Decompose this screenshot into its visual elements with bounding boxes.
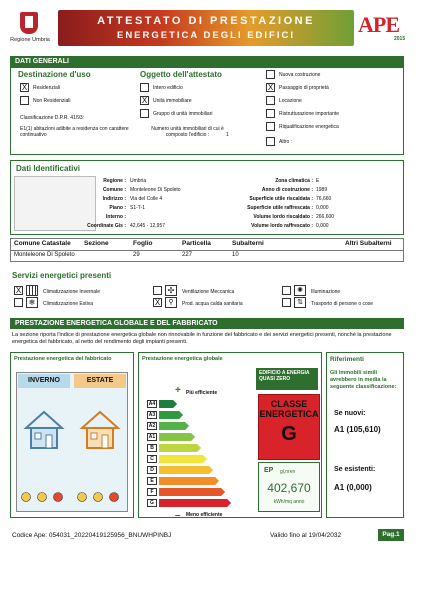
energy-class-bar-e [159,477,215,485]
locazione-label: Locazione [279,98,302,104]
clim-invernale-checkbox[interactable]: X [15,286,22,295]
riferimenti-text: Gli immobili simili avrebbero in media la seguente classificazione: [330,370,397,390]
numero-unita-value: 1 [226,132,229,138]
energy-class-bar-c [159,455,203,463]
non-residenziali-label: Non Residenziali [33,98,71,104]
ep-label: EP [264,467,274,474]
inverno-label: INVERNO [18,374,70,388]
ape-logo-text: APE [358,12,399,37]
nuova-costruzione-label: Nuova costruzione [279,72,321,78]
page-title-line2: ENERGETICA DEGLI EDIFICI [116,30,296,41]
energy-class-label-g: G [147,499,157,507]
vol-raff-label: Volume lordo raffrescato : [251,223,313,229]
prestazione-intro: La sezione riporta l'indice di prestazione energetica globale non rinnovabile in funzione del fabbricato e dei servizi energetici presenti, nonché la prestazione energetica del fabbricato, al netto del rendimento degli impianti presenti. [12,332,392,345]
catasto-header-comune: Comune Catastale [14,240,71,247]
altro-label: Altro : [279,139,293,145]
fan-icon: ✣ [165,285,177,296]
piano-label: Piano : [109,205,126,211]
anno-value: 1989 [316,187,328,193]
region-logo [6,10,54,48]
piano-value: S1-T-1 [130,205,146,211]
sup-raff-value: 0,000 [316,205,329,211]
gruppo-unita-label: Gruppo di unità immobiliari [153,111,213,117]
ape-logo-year: 2015 [394,36,406,42]
indirizzo-label: Indirizzo : [102,196,126,202]
trasporto-checkbox[interactable] [282,298,291,307]
clim-estiva-label: Climatizzazione Estiva [43,301,94,307]
ep-sub: gl,nren [280,469,296,475]
energy-class-bar-a4 [159,400,173,408]
ristrutturazione-checkbox[interactable] [266,109,275,118]
energy-class-label-a2: A2 [148,423,156,429]
radiator-icon [26,285,38,296]
indirizzo-value: Via del Colle 4 [130,196,163,202]
page-title-line1: ATTESTATO DI PRESTAZIONE [97,15,315,27]
clim-estiva-checkbox[interactable] [14,298,23,307]
comune-label: Comune : [102,187,126,193]
bulb-icon: ✺ [294,285,306,296]
energy-class-bar-a1 [159,433,191,441]
ventilazione-checkbox[interactable] [153,286,162,295]
dati-generali-bar: DATI GENERALI [10,56,404,67]
coordinate-label: Coordinate Gis : [87,223,126,229]
energy-class-bar-a2 [159,422,185,430]
unita-immobiliare-label: Unità immobiliare [153,98,192,104]
riferimenti-title: Riferimenti [330,356,364,363]
zona-label: Zona climatica : [275,178,313,184]
classificazione-label: Classificazione D.P.R. 41/93: [20,115,85,121]
winter-house-icon [22,410,66,450]
zona-value: E [316,178,320,184]
unita-immobiliare-checkbox[interactable]: X [141,96,148,105]
vol-risc-label: Volume lordo riscaldato : [253,214,313,220]
energy-class-label-a3: A3 [148,412,156,418]
gruppo-unita-checkbox[interactable] [140,109,149,118]
prestazione-bar: PRESTAZIONE ENERGETICA GLOBALE E DEL FABBRICATO [10,318,404,329]
passaggio-proprieta-label: Passaggio di proprietà [279,85,329,91]
ristrutturazione-label: Ristrutturazione importante [279,111,340,117]
coordinate-value: 42,645 - 12,957 [130,223,166,229]
nuovi-value: A1 (105,610) [334,425,381,434]
intero-edificio-label: Intero edificio [153,85,183,91]
energy-class-bar-g [159,499,227,507]
energy-class-label-a1: A1 [148,434,156,440]
riqualificazione-label: Riqualificazione energetica [279,124,339,130]
riqualificazione-checkbox[interactable] [266,122,275,131]
faucet-icon: ⚲ [165,297,177,308]
region-crest-icon [20,12,38,34]
ep-unit: kWh/mq anno [273,499,305,505]
minus-icon: – [175,510,181,521]
illuminazione-label: Illuminazione [311,289,341,295]
esistenti-value: A1 (0,000) [334,483,372,492]
regione-value: Umbria [130,178,147,184]
numero-unita-label: Numero unità immobiliari di cui è composto l'edificio : [151,126,224,138]
catasto-header-altri: Altri Subalterni [345,240,392,247]
nuova-costruzione-checkbox[interactable] [266,70,275,79]
comune-value: Monteleone Di Spoleto [130,187,181,193]
altro-checkbox[interactable] [266,137,275,146]
locazione-checkbox[interactable] [266,96,275,105]
piu-efficiente-label: Più efficiente [186,390,218,396]
energy-class-bar-f [159,488,221,496]
nuovi-label: Se nuovi: [334,410,366,417]
catasto-header-foglio: Foglio [133,240,153,247]
acqua-calda-checkbox[interactable]: X [154,298,161,307]
nzeb-badge: EDIFICIO A ENERGIA QUASI ZERO [256,368,318,390]
ventilazione-label: Ventilazione Meccanica [182,289,235,295]
energy-class-bar-d [159,466,209,474]
energy-class-bar-b [159,444,197,452]
summer-house-icon [78,410,122,450]
trasporto-label: Trasporto di persone o cose [311,301,374,307]
catasto-header-subalterni: Subalterni [232,240,264,247]
estate-label: ESTATE [74,374,126,388]
energy-class-label-d: D [147,466,157,474]
acqua-calda-label: Prod. acqua calda sanitaria [182,301,243,307]
vol-raff-value: 0,000 [316,223,329,229]
footer-page: Pag.1 [378,529,404,541]
oggetto-title: Oggetto dell'attestato [140,70,222,79]
energy-class-bar-a3 [159,411,179,419]
energy-class-label-e: E [147,477,157,485]
elevator-icon: ⇅ [294,297,306,308]
residenziali-checkbox[interactable]: X [21,83,28,92]
header-banner [58,10,354,46]
energy-class-label-b: B [147,444,157,452]
destinazione-title: Destinazione d'uso [18,70,91,79]
snowflake-icon: ❄ [26,297,38,308]
anno-label: Anno di costruzione : [261,187,313,193]
regione-label: Regione : [103,178,126,184]
servizi-title: Servizi energetici presenti [12,271,112,280]
residenziali-label: Residenziali [33,85,60,91]
intero-edificio-checkbox[interactable] [140,83,149,92]
footer-codice: Codice Ape: 054031_20220419125956_BNUWHPINBJ [12,532,172,539]
sup-raff-label: Superficie utile raffrescata : [247,205,313,211]
catasto-header-sezione: Sezione [84,240,109,247]
class-badge-value: G [281,423,297,445]
globale-title: Prestazione energetica globale [142,356,223,362]
dati-identificativi-title: Dati Identificativi [16,164,81,173]
energy-class-label-a4: A4 [148,401,156,407]
meno-efficiente-label: Meno efficiente [186,512,223,518]
catasto-cell-subalterni: 10 [232,252,239,258]
ep-value: 402,670 [267,481,311,495]
ep-box [258,462,320,512]
sup-risc-label: Superficie utile riscaldata : [249,196,313,202]
esistenti-label: Se esistenti: [334,466,376,473]
fabbricato-title: Prestazione energetica del fabbricato [14,356,112,362]
footer-validita: Valido fino al 19/04/2032 [270,532,342,539]
catasto-cell-foglio: 29 [133,252,140,258]
catasto-header-particella: Particella [182,240,211,247]
classificazione-value: E1(1) abitazioni adibite a residenza con carattere continuativo [20,126,129,138]
region-logo-caption: Regione Umbria [10,37,50,43]
ape-logo [358,12,408,46]
sup-risc-value: 76,660 [316,196,332,202]
class-badge [258,394,320,460]
illuminazione-checkbox[interactable] [282,286,291,295]
energy-class-label-c: C [147,455,157,463]
non-residenziali-checkbox[interactable] [20,96,29,105]
energy-class-label-f: F [147,488,157,496]
clim-invernale-label: Climatizzazione Invernale [43,289,100,295]
passaggio-proprieta-checkbox[interactable]: X [267,83,274,92]
plus-icon: + [175,385,181,396]
vol-risc-value: 266,600 [316,214,335,220]
smiley-icon-row [18,490,128,502]
catasto-cell-comune: Monteleone Di Spoleto [14,252,75,258]
catasto-cell-particella: 227 [182,252,193,258]
class-badge-label: CLASSE ENERGETICA [259,399,319,419]
interno-label: Interno : [106,214,126,220]
